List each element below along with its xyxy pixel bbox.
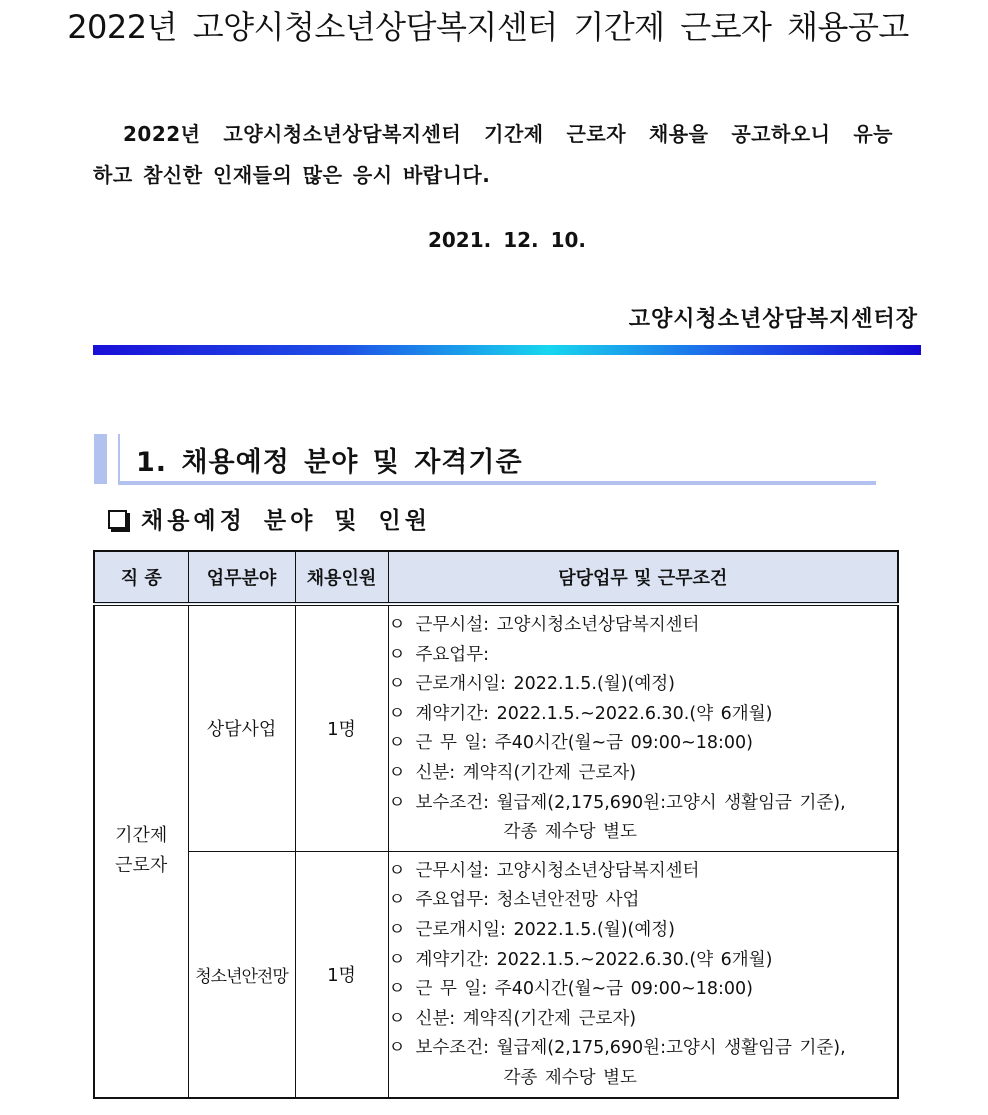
accent-bar <box>93 345 921 355</box>
condition-item <box>389 886 898 916</box>
condition-extra-text: 각종 제수당 별도 <box>503 1067 637 1088</box>
circle-bullet-icon: ㅇ <box>388 1008 406 1029</box>
condition-item <box>389 670 898 700</box>
section-title: 1. 채용예정 분야 및 자격기준 <box>136 447 523 478</box>
condition-item <box>389 1005 898 1035</box>
condition-item <box>389 1034 898 1093</box>
table-row <box>94 604 898 851</box>
circle-bullet-icon: ㅇ <box>388 1038 406 1059</box>
conditions-list <box>389 606 898 851</box>
condition-item <box>389 729 898 759</box>
circle-bullet-icon: ㅇ <box>388 703 406 724</box>
condition-item <box>389 611 898 641</box>
condition-item <box>389 700 898 730</box>
work-field-cell: 청소년안전망 <box>188 851 295 1097</box>
condition-text: 근로개시일: 2022.1.5.(월)(예정) <box>415 674 676 695</box>
job-type-line-2: 근로자 <box>115 855 168 877</box>
intro-paragraph <box>93 114 893 196</box>
document-title: 2022년 고양시청소년상담복지센터 기간제 근로자 채용공고 <box>67 8 909 46</box>
hire-count-cell: 1명 <box>295 604 388 851</box>
condition-text: 주요업무: 청소년안전망 사업 <box>415 890 640 911</box>
condition-item <box>389 759 898 789</box>
hire-count-cell: 1명 <box>295 851 388 1097</box>
condition-item <box>389 946 898 976</box>
condition-text: 근 무 일: 주40시간(월~금 09:00~18:00) <box>415 979 753 1000</box>
section-underline <box>118 481 876 485</box>
header-work-field: 업무분야 <box>188 551 295 604</box>
conditions-cell <box>388 851 898 1097</box>
circle-bullet-icon: ㅇ <box>388 615 406 635</box>
header-hire-count: 채용인원 <box>295 551 388 604</box>
circle-bullet-icon: ㅇ <box>388 860 406 881</box>
condition-item <box>389 641 898 671</box>
header-job-type: 직 종 <box>94 551 188 604</box>
condition-text: 계약기간: 2022.1.5.~2022.6.30.(약 6개월) <box>415 949 773 970</box>
checkbox-icon <box>108 510 127 529</box>
section-marker <box>94 434 107 484</box>
condition-text: 근로개시일: 2022.1.5.(월)(예정) <box>415 919 676 940</box>
condition-text: 근무시설: 고양시청소년상담복지센터 <box>415 615 700 635</box>
intro-line-2: 하고 참신한 인재들의 많은 응시 바랍니다. <box>93 163 491 187</box>
circle-bullet-icon: ㅇ <box>388 792 406 813</box>
section-border-left <box>118 434 120 484</box>
condition-text: 주요업무: <box>415 644 490 665</box>
circle-bullet-icon: ㅇ <box>388 733 406 754</box>
circle-bullet-icon: ㅇ <box>388 674 406 695</box>
condition-extra-text: 각종 제수당 별도 <box>503 822 637 843</box>
condition-text: 보수조건: 월급제(2,175,690원:고양시 생활임금 기준), <box>415 1038 846 1059</box>
signer-name: 고양시청소년상담복지센터장 <box>628 307 918 332</box>
intro-line-1: 2022년 고양시청소년상담복지센터 기간제 근로자 채용을 공고하오니 유능 <box>123 122 893 146</box>
condition-text: 계약기간: 2022.1.5.~2022.6.30.(약 6개월) <box>415 703 773 724</box>
condition-item <box>389 975 898 1005</box>
condition-text: 신분: 계약직(기간제 근로자) <box>415 762 637 783</box>
circle-bullet-icon: ㅇ <box>388 949 406 970</box>
table-row <box>94 851 898 1097</box>
circle-bullet-icon: ㅇ <box>388 762 406 783</box>
table-header-row <box>94 551 898 604</box>
work-field-cell: 상담사업 <box>188 604 295 851</box>
circle-bullet-icon: ㅇ <box>388 979 406 1000</box>
circle-bullet-icon: ㅇ <box>388 919 406 940</box>
job-type-line-1: 기간제 <box>115 825 168 847</box>
condition-text: 근무시설: 고양시청소년상담복지센터 <box>415 860 700 881</box>
condition-item <box>389 857 898 887</box>
announcement-date: 2021. 12. 10. <box>427 228 587 252</box>
condition-item <box>389 916 898 946</box>
recruitment-table <box>93 550 899 1099</box>
condition-text: 보수조건: 월급제(2,175,690원:고양시 생활임금 기준), <box>415 792 846 813</box>
condition-text: 신분: 계약직(기간제 근로자) <box>415 1008 637 1029</box>
subsection-heading <box>108 502 431 535</box>
header-duties: 담당업무 및 근무조건 <box>388 551 898 604</box>
circle-bullet-icon: ㅇ <box>388 890 406 911</box>
job-type-cell <box>94 604 188 1098</box>
condition-text: 근 무 일: 주40시간(월~금 09:00~18:00) <box>415 733 753 754</box>
circle-bullet-icon: ㅇ <box>388 644 406 665</box>
conditions-list <box>389 852 898 1097</box>
condition-item <box>389 789 898 848</box>
conditions-cell <box>388 604 898 851</box>
subsection-title: 채용예정 분야 및 인원 <box>141 508 431 534</box>
